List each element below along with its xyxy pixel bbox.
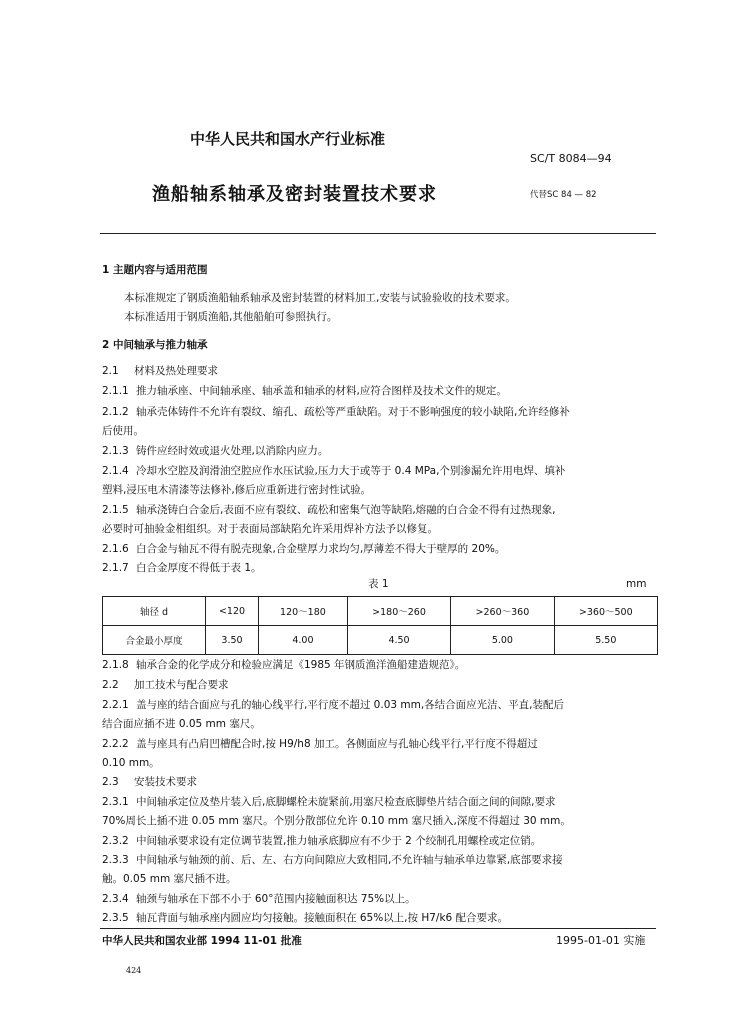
clause-number: 2.2.1 [102, 699, 129, 711]
clause-2-1-4-cont: 塑料,浸压电木清漆等法修补,修后应重新进行密封性试验。 [102, 484, 372, 496]
table-row [103, 626, 658, 655]
clause-number: 2.2 [102, 679, 119, 691]
clause-2-3-3 [102, 853, 563, 867]
clause-2-1-7 [102, 561, 262, 575]
clause-text: 冷却水空腔及润滑油空腔应作水压试验,压力大于或等于 0.4 MPa,个别渗漏允许用电焊、填补 [136, 465, 566, 477]
section-1-para-1: 本标准规定了钢质渔船轴系轴承及密封装置的材料加工,安装与试验验收的技术要求。 [124, 292, 516, 304]
table-row [103, 597, 658, 626]
clause-2-3 [102, 775, 197, 789]
table-cell: <120 [206, 597, 259, 626]
clause-2-3-4 [102, 892, 416, 906]
clause-text: 盖与座具有凸肩凹槽配合时,按 H9/h8 加工。各侧面应与孔轴心线平行,平行度不得超过 [136, 738, 538, 750]
clause-number: 2.1.3 [102, 445, 129, 457]
clause-2-1-1 [102, 384, 507, 398]
clause-2-3-3-cont: 触。0.05 mm 塞尺插不进。 [102, 873, 237, 885]
clause-2-1-6 [102, 542, 505, 556]
clause-2-1 [102, 364, 218, 378]
approval-line: 中华人民共和国农业部 1994 11-01 批准 [102, 935, 302, 947]
document-title: 渔船轴系轴承及密封装置技术要求 [152, 184, 437, 205]
table-row-label: 合金最小厚度 [103, 626, 206, 655]
clause-2-1-2 [102, 405, 570, 419]
standard-code: SC/T 8084—94 [530, 152, 612, 165]
footer-rule [100, 928, 656, 929]
clause-text: 铸件应经时效或退火处理,以消除内应力。 [136, 445, 329, 457]
clause-2-1-8 [102, 658, 465, 672]
clause-text: 盖与座的结合面应与孔的轴心线平行,平行度不超过 0.03 mm,各结合面应光洁、平直,装配后 [136, 699, 565, 711]
clause-text: 推力轴承座、中间轴承座、轴承盖和轴承的材料,应符合图样及技术文件的规定。 [136, 385, 507, 397]
clause-text: 轴承壳体铸件不允许有裂纹、缩孔、疏松等严重缺陷。对于不影响强度的较小缺陷,允许经修补 [136, 406, 570, 418]
clause-number: 2.1.8 [102, 659, 129, 671]
clause-text: 材料及热处理要求 [134, 365, 218, 377]
header-rule [100, 233, 656, 234]
clause-2-1-2-cont: 后使用。 [102, 425, 144, 437]
clause-number: 2.3.5 [102, 912, 129, 924]
clause-number: 2.3.2 [102, 835, 129, 847]
alloy-thickness-table [102, 596, 658, 655]
clause-2-2-1 [102, 698, 564, 712]
clause-2-3-2 [102, 834, 541, 848]
clause-2-2 [102, 678, 229, 692]
clause-number: 2.1.7 [102, 562, 129, 574]
clause-number: 2.1.4 [102, 465, 129, 477]
clause-text: 安装技术要求 [134, 776, 197, 788]
section-1-heading: 1 主题内容与适用范围 [102, 264, 208, 276]
clause-number: 2.1.1 [102, 385, 129, 397]
clause-2-2-1-cont: 结合面应插不进 0.05 mm 塞尺。 [102, 718, 261, 730]
clause-number: 2.3.3 [102, 854, 129, 866]
clause-2-2-2 [102, 737, 538, 751]
table-cell: 4.50 [347, 626, 450, 655]
clause-text: 加工技术与配合要求 [134, 679, 229, 691]
clause-number: 2.1.5 [102, 504, 129, 516]
table-row-label: 轴径 d [103, 597, 206, 626]
table-cell: >360～500 [554, 597, 657, 626]
clause-number: 2.3.4 [102, 893, 129, 905]
clause-number: 2.1.2 [102, 406, 129, 418]
clause-text: 白合金厚度不得低于表 1。 [136, 562, 262, 574]
clause-2-2-2-cont: 0.10 mm。 [102, 757, 160, 769]
clause-number: 2.3.1 [102, 796, 129, 808]
clause-2-1-3 [102, 444, 328, 458]
issuing-agency: 中华人民共和国水产行业标准 [190, 130, 386, 148]
clause-2-1-5 [102, 503, 556, 517]
table-cell: 120～180 [259, 597, 348, 626]
clause-number: 2.3 [102, 776, 119, 788]
clause-text: 中间轴承要求设有定位调节装置,推力轴承底脚应有不少于 2 个绞制孔用螺栓或定位销。 [136, 835, 542, 847]
table-cell: >260～360 [451, 597, 554, 626]
clause-2-1-4 [102, 464, 565, 478]
table-cell: 3.50 [206, 626, 259, 655]
clause-number: 2.1.6 [102, 543, 129, 555]
clause-2-1-5-cont: 必要时可抽验金相组织。对于表面局部缺陷允许采用焊补方法予以修复。 [102, 523, 438, 535]
clause-number: 2.1 [102, 365, 119, 377]
table-cell: 5.00 [451, 626, 554, 655]
replaces-code: 代替SC 84 — 82 [530, 190, 597, 200]
clause-text: 轴瓦背面与轴承座内圆应均匀接触。接触面积在 65%以上,按 H7/k6 配合要求。 [136, 912, 509, 924]
table-cell: 4.00 [259, 626, 348, 655]
table-unit: mm [626, 578, 647, 590]
clause-2-3-5 [102, 911, 508, 925]
clause-text: 轴承合金的化学成分和检验应满足《1985 年钢质渔洋渔船建造规范》。 [136, 659, 466, 671]
clause-2-3-1 [102, 795, 556, 809]
table-caption: 表 1 [368, 578, 389, 590]
clause-text: 中间轴承与轴颈的前、后、左、右方向间隙应大致相同,不允许轴与轴承单边靠紧,底部要求接 [136, 854, 563, 866]
table-cell: >180～260 [347, 597, 450, 626]
page-number: 424 [126, 966, 142, 975]
effective-date: 1995-01-01 实施 [556, 934, 646, 947]
clause-text: 轴承浇铸白合金后,表面不应有裂纹、疏松和密集气泡等缺陷,熔融的白合金不得有过热现象, [136, 504, 556, 516]
clause-text: 中间轴承定位及垫片装入后,底脚螺栓未旋紧前,用塞尺检查底脚垫片结合面之间的间隙,要求 [136, 796, 556, 808]
clause-number: 2.2.2 [102, 738, 129, 750]
clause-2-3-1-cont: 70%周长上插不进 0.05 mm 塞尺。个别分散部位允许 0.10 mm 塞尺插入,深度不得超过 30 mm。 [102, 815, 571, 827]
section-2-heading: 2 中间轴承与推力轴承 [102, 339, 208, 351]
clause-text: 轴颈与轴承在下部不小于 60°范围内接触面积达 75%以上。 [136, 893, 416, 905]
table-cell: 5.50 [554, 626, 657, 655]
clause-text: 白合金与轴瓦不得有脱壳现象,合金壁厚力求均匀,厚薄差不得大于壁厚的 20%。 [136, 543, 506, 555]
section-1-para-2: 本标准适用于钢质渔船,其他船舶可参照执行。 [124, 311, 338, 323]
